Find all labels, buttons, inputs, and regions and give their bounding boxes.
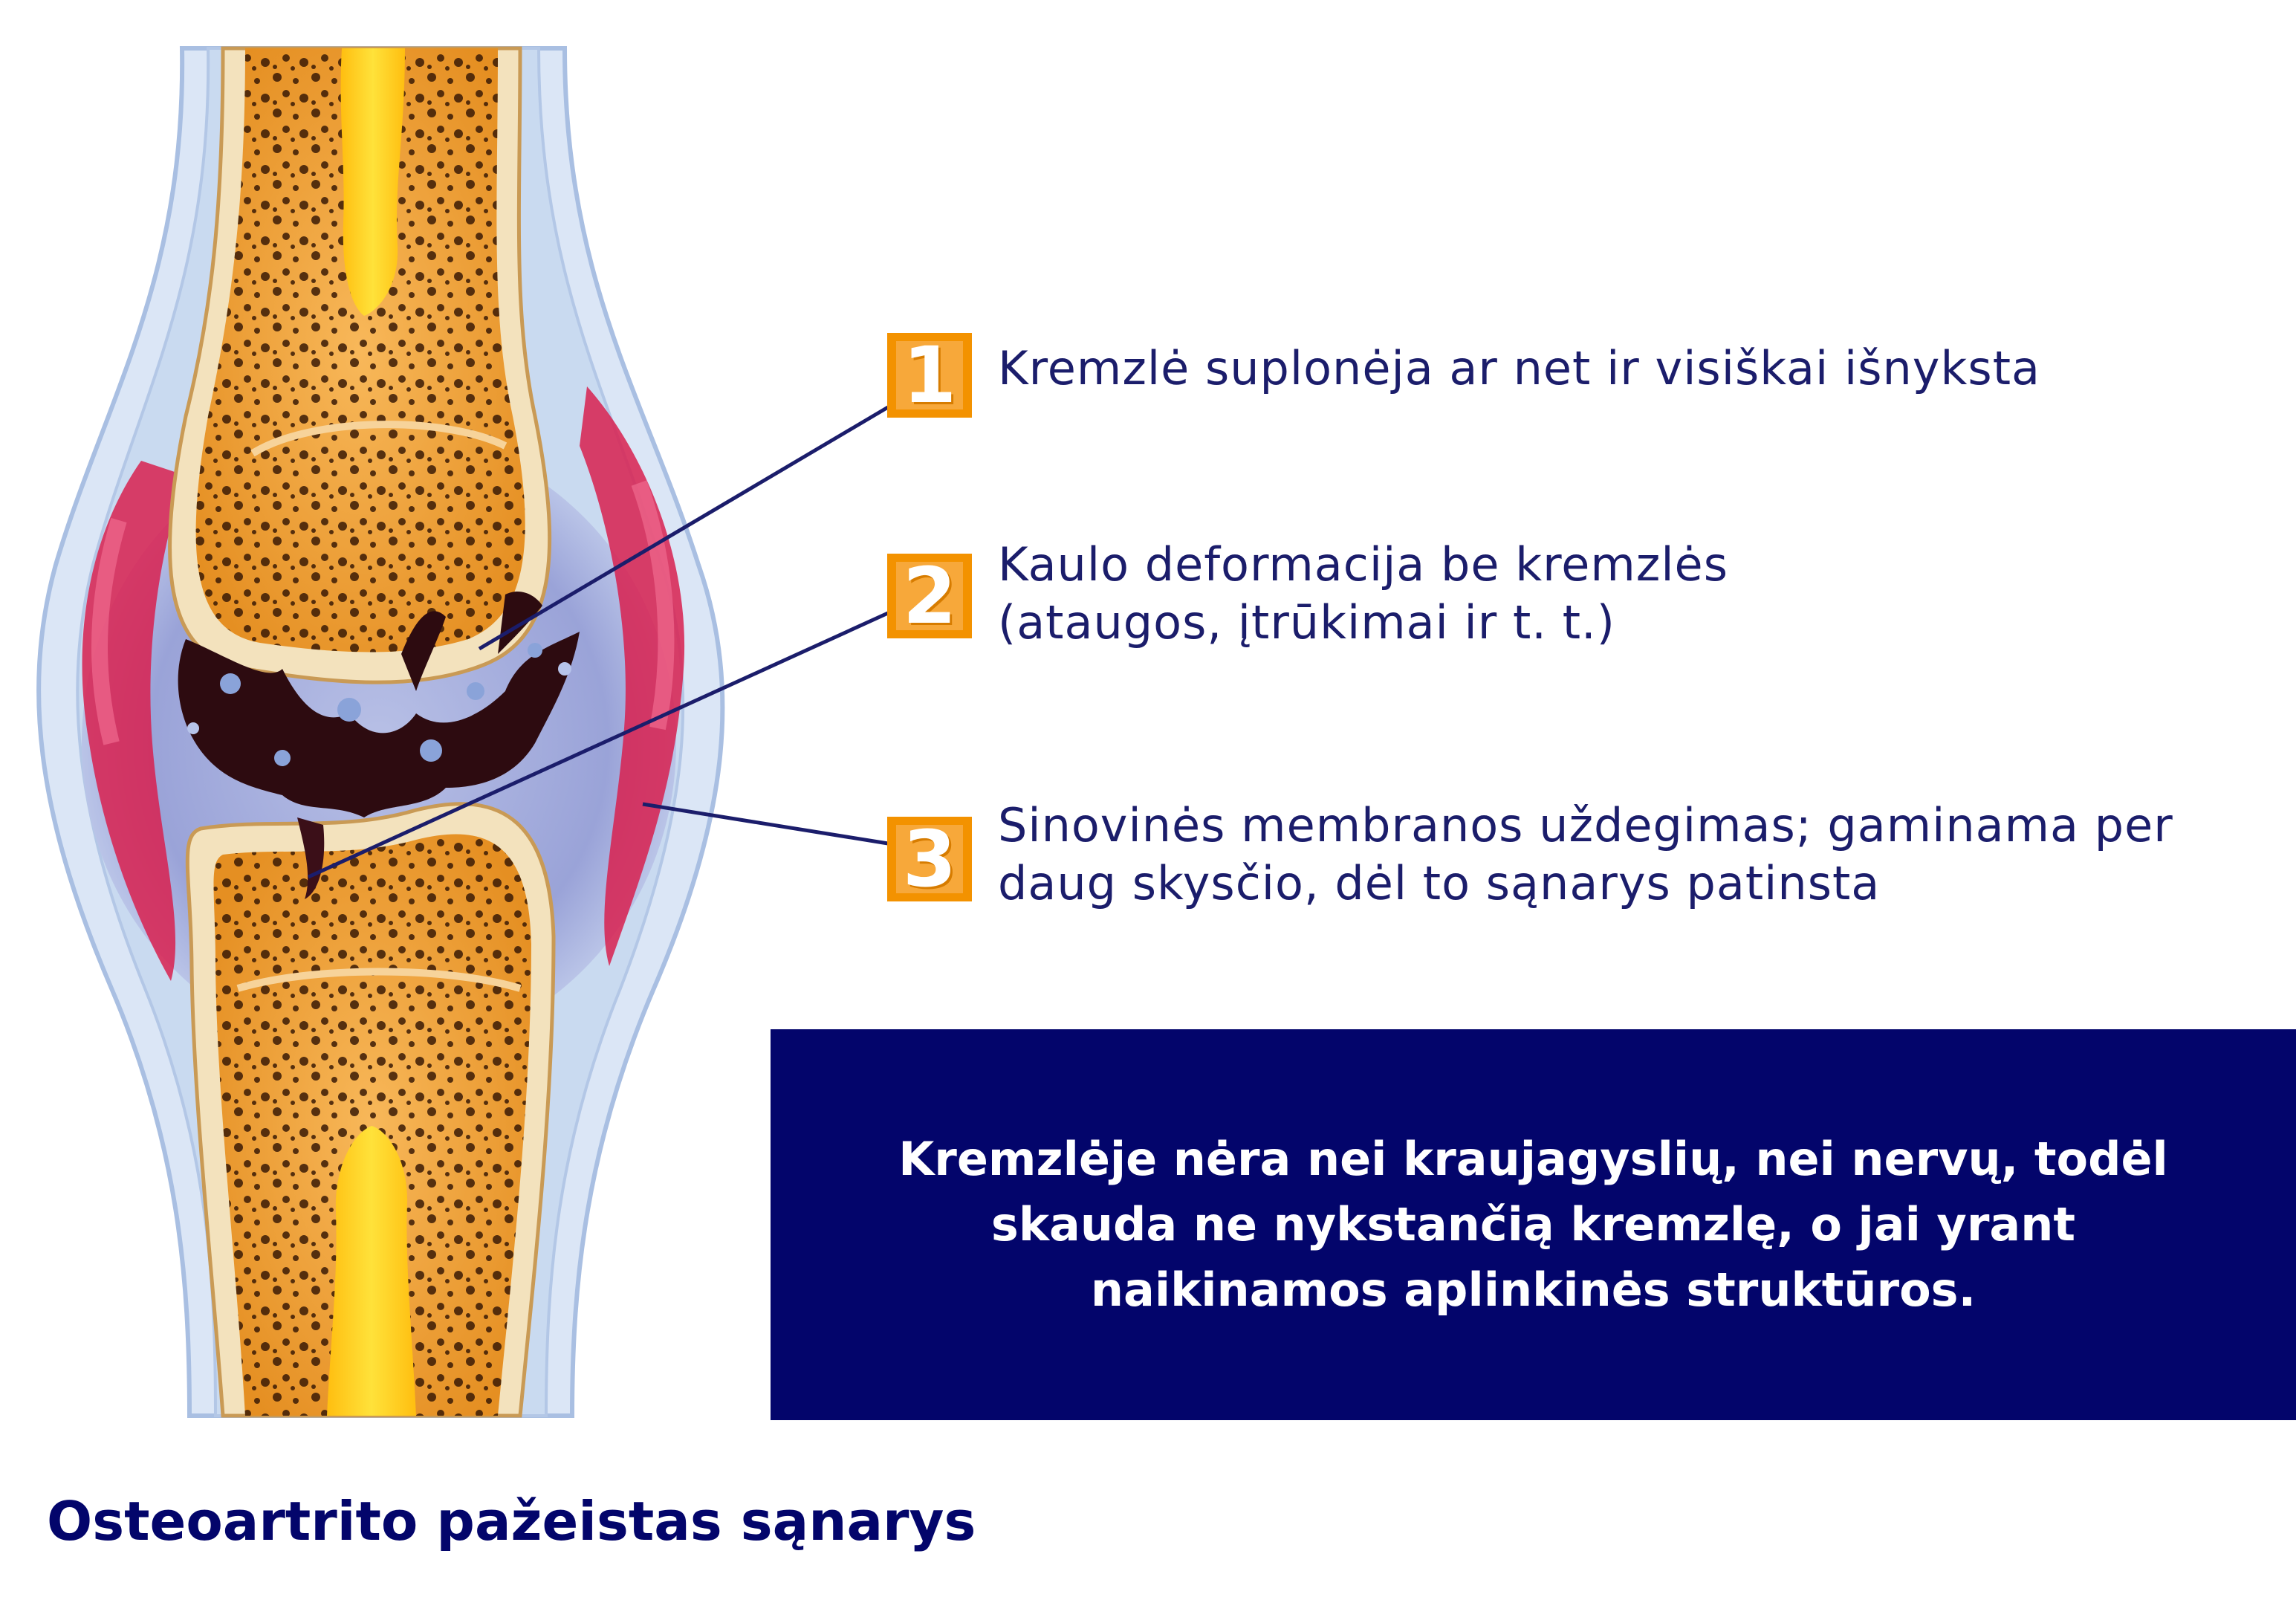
number-badge-1-label: 1 <box>896 341 963 409</box>
info-line-2: skauda ne nykstančią kremzlę, o jai yrant <box>990 1197 2076 1251</box>
number-badge-2 <box>887 551 972 641</box>
number-badge-3-label: 3 <box>896 825 963 893</box>
callout-1-text <box>998 340 2040 398</box>
callout-3-line-2: daug skysčio, dėl to sąnarys patinsta <box>998 856 1881 910</box>
info-line-3: naikinamos aplinkinės struktūros. <box>1090 1263 1976 1317</box>
info-panel-text <box>898 1127 2168 1323</box>
callout-1-line-1: Kremzlė suplonėja ar net ir visiškai išnyksta <box>998 341 2041 395</box>
callout-2-line-2: (ataugos, įtrūkimai ir t. t.) <box>998 595 1615 650</box>
callout-3-text <box>998 797 2173 913</box>
number-badge-3 <box>887 814 972 904</box>
info-panel <box>771 1029 2296 1420</box>
number-badge-1 <box>887 330 972 421</box>
number-badge-2-label: 2 <box>896 562 963 630</box>
callout-2-line-1: Kaulo deformacija be kremzlės <box>998 537 1729 592</box>
callout-2-text <box>998 536 1728 652</box>
info-line-1: Kremzlėje nėra nei kraujagyslių, nei nervų, todėl <box>898 1132 2168 1186</box>
callout-3-line-1: Sinovinės membranos uždegimas; gaminama per <box>998 798 2173 852</box>
figure-caption: Osteoartrito pažeistas sąnarys <box>47 1490 976 1552</box>
